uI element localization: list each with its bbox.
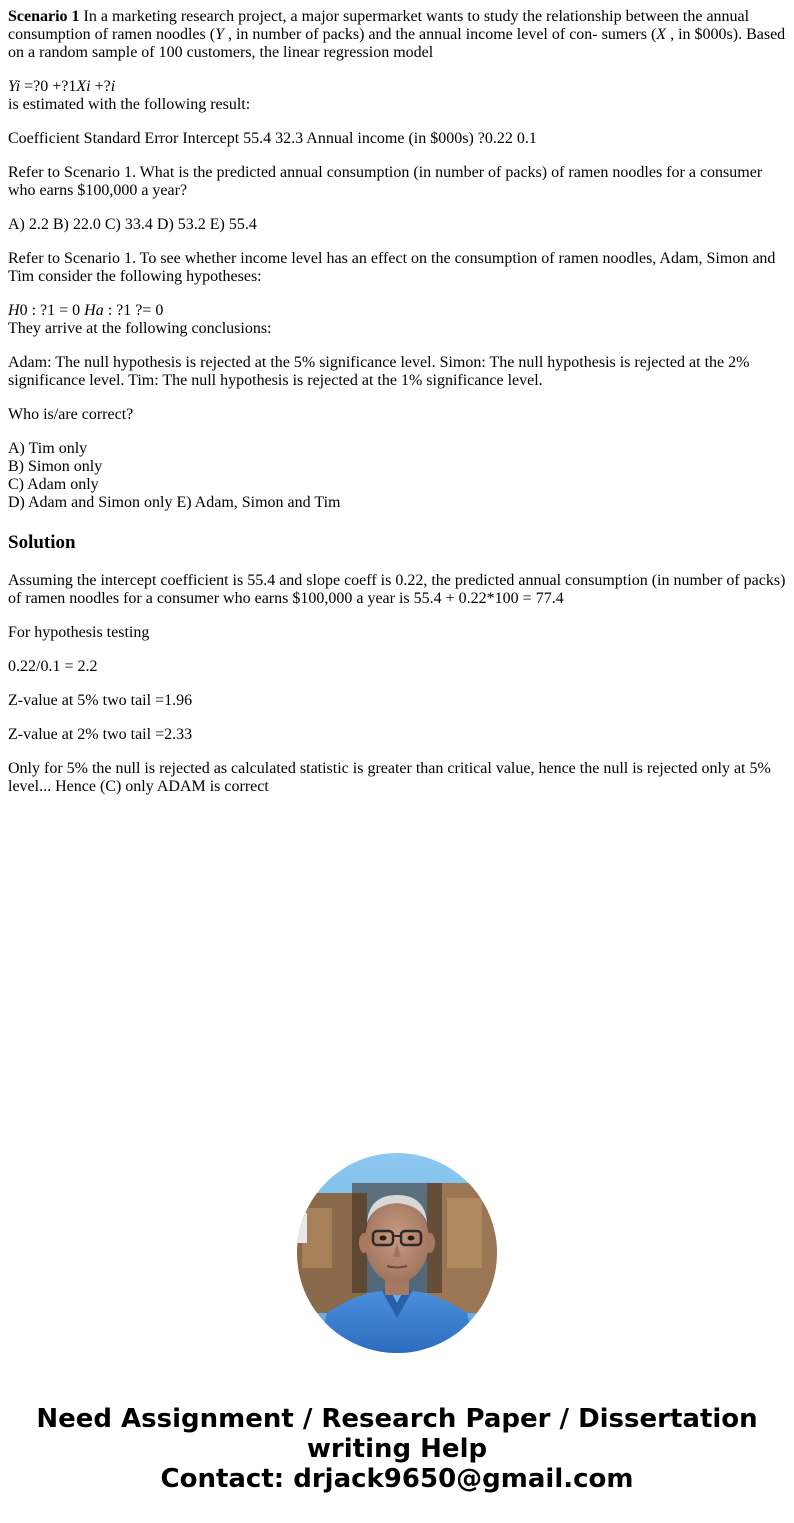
option-d: D) Adam and Simon only E) Adam, Simon and Tim	[8, 494, 341, 511]
document-body	[8, 8, 788, 812]
regression-model: Yi =?0 +?1Xi +?i is estimated with the following result:	[8, 78, 251, 113]
promo-contact: Contact: drjack9650@gmail.com	[160, 1464, 634, 1494]
question2-options	[8, 440, 788, 512]
promo-banner	[0, 1404, 794, 1494]
promo-line1: Need Assignment / Research Paper / Dissertation	[36, 1404, 758, 1434]
scenario-paragraph: Scenario 1 In a marketing research project, a major supermarket wants to study the relationship between the annual consumption of ramen noodles (Y , in number of packs) and the annual income level of con- sumers (X , in $000s). Based on a random sample of 100 customers, the linear regression model	[8, 8, 786, 61]
solution-p1: Assuming the intercept coefficient is 55.4 and slope coeff is 0.22, the predicted annual consumption (in number of packs) of ramen noodles for a consumer who earns $100,000 a year is 55.4 + 0.22*100 = 77.4	[8, 572, 786, 607]
scenario-label: Scenario 1	[8, 8, 80, 25]
hypotheses: H0 : ?1 = 0 Ha : ?1 ?= 0 They arrive at the following conclusions:	[8, 302, 272, 337]
question1-text: Refer to Scenario 1. What is the predicted annual consumption (in number of packs) of ramen noodles for a consumer who earns $100,000 a year?	[8, 164, 763, 199]
solution-p5: Z-value at 2% two tail =2.33	[8, 726, 193, 743]
solution-p6: Only for 5% the null is rejected as calculated statistic is greater than critical value, hence the null is rejected only at 5% level... Hence (C) only ADAM is correct	[8, 760, 771, 795]
conclusions: Adam: The null hypothesis is rejected at the 5% significance level. Simon: The null hypothesis is rejected at the 2% significance level. Tim: The null hypothesis is rejected at the 1% significance level.	[8, 354, 750, 389]
arrive-text: They arrive at the following conclusions:	[8, 320, 272, 337]
coefficient-table-line: Coefficient Standard Error Intercept 55.4 32.3 Annual income (in $000s) ?0.22 0.1	[8, 130, 537, 147]
tutor-photo-icon	[297, 1153, 497, 1353]
solution-p3: 0.22/0.1 = 2.2	[8, 658, 98, 675]
option-a: A) Tim only	[8, 440, 88, 457]
promo-line2: writing Help	[306, 1434, 488, 1464]
solution-p2: For hypothesis testing	[8, 624, 150, 641]
question2-text: Refer to Scenario 1. To see whether income level has an effect on the consumption of ramen noodles, Adam, Simon and Tim consider the following hypotheses:	[8, 250, 776, 285]
question1-options: A) 2.2 B) 22.0 C) 33.4 D) 53.2 E) 55.4	[8, 216, 257, 233]
model-result-text: is estimated with the following result:	[8, 96, 251, 113]
solution-heading: Solution	[8, 532, 76, 553]
who-correct: Who is/are correct?	[8, 406, 134, 423]
option-b: B) Simon only	[8, 458, 103, 475]
option-c: C) Adam only	[8, 476, 99, 493]
solution-p4: Z-value at 5% two tail =1.96	[8, 692, 193, 709]
